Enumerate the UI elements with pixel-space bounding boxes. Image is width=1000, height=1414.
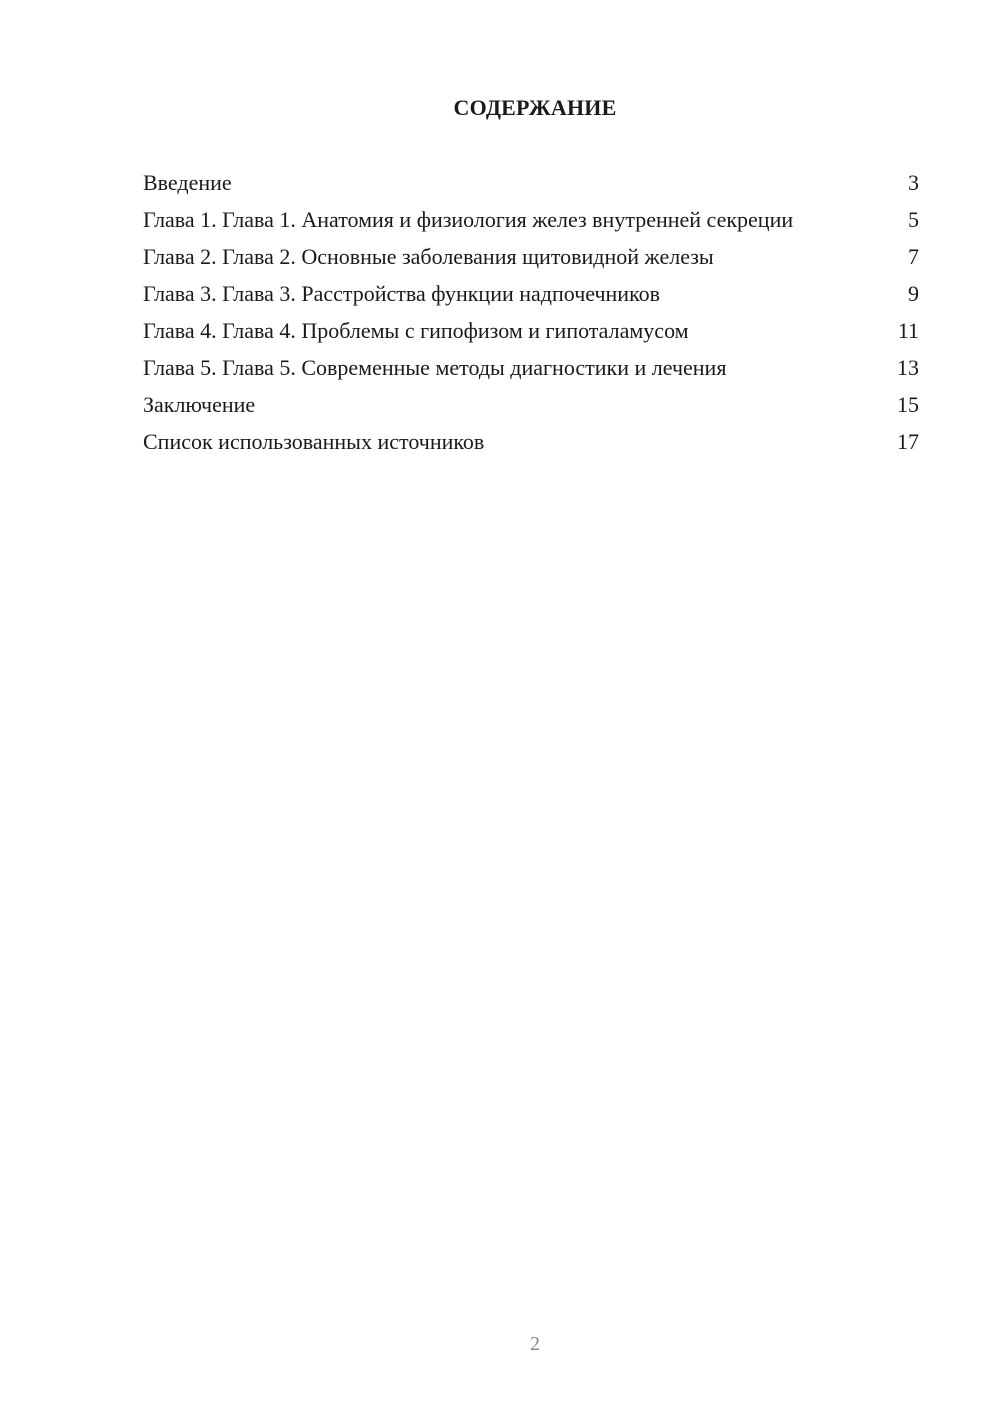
toc-entry-chapter-3[interactable] [143,280,919,307]
toc-entry-label: Заключение [143,392,256,417]
toc-entry-chapter-2[interactable] [143,243,919,270]
toc-entry-label: Введение [143,170,232,195]
toc-entry-page: 3 [908,170,919,195]
toc-entry-page: 15 [897,392,919,417]
toc-entry-label: Глава 2. Глава 2. Основные заболевания щитовидной железы [143,244,714,269]
toc-entry-page: 17 [897,429,919,454]
toc-entry-page: 11 [897,318,919,343]
toc-title: СОДЕРЖАНИЕ [453,95,617,120]
toc-entry-references[interactable] [143,428,919,455]
toc-entry-label: Глава 3. Глава 3. Расстройства функции надпочечников [143,281,661,306]
page-number: 2 [530,1333,540,1355]
toc-entry-label: Глава 5. Глава 5. Современные методы диагностики и лечения [143,355,727,380]
toc-entry-introduction[interactable] [143,169,919,196]
table-of-contents [143,169,919,465]
toc-entry-chapter-5[interactable] [143,354,919,381]
toc-entry-page: 9 [908,281,919,306]
toc-entry-page: 13 [897,355,919,380]
toc-entry-conclusion[interactable] [143,391,919,418]
toc-entry-label: Список использованных источников [143,429,485,454]
toc-entry-page: 7 [908,244,919,269]
toc-entry-page: 5 [908,207,919,232]
toc-entry-label: Глава 1. Глава 1. Анатомия и физиология желез внутренней секреции [143,207,794,232]
toc-entry-label: Глава 4. Глава 4. Проблемы с гипофизом и гипоталамусом [143,318,689,343]
toc-entry-chapter-4[interactable] [143,317,919,344]
toc-entry-chapter-1[interactable] [143,206,919,233]
